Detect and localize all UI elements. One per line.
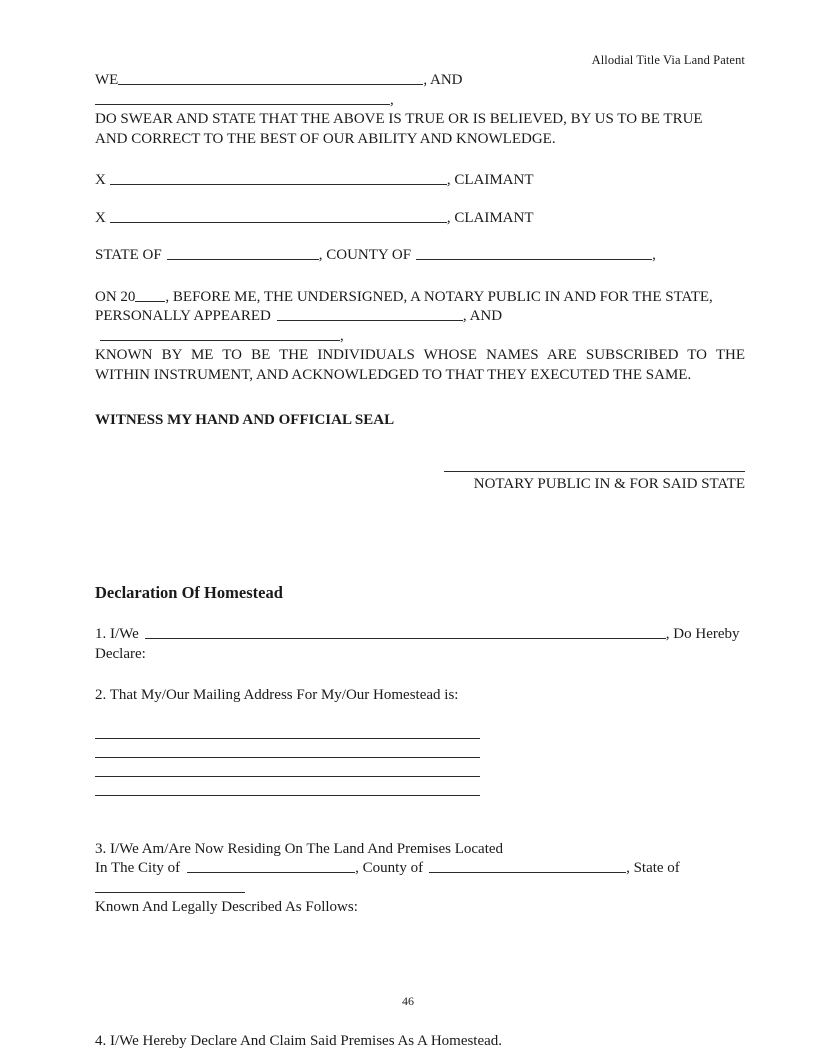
personally-appeared-label: PERSONALLY APPEARED [95, 308, 271, 324]
running-header: Allodial Title Via Land Patent [591, 53, 745, 67]
homestead-section-title: Declaration Of Homestead [95, 583, 283, 602]
city-label: In The City of [95, 860, 181, 876]
declarant-name-blank[interactable] [145, 625, 666, 639]
state-county-line [95, 246, 745, 266]
homestead-item-3-state-blank-row [95, 879, 745, 899]
notary-year-blank[interactable] [135, 290, 165, 302]
item-1-prefix: 1. I/We [95, 626, 139, 642]
claimant-label-1: , CLAIMANT [446, 172, 534, 188]
and-label: , AND [423, 72, 463, 88]
spacer [95, 520, 745, 546]
homestead-item-1 [95, 625, 745, 645]
spacer [95, 796, 745, 822]
homestead-item-4: 4. I/We Hereby Declare And Claim Said Premises As A Homestead. [95, 1032, 503, 1049]
claimant-signature-line-2 [95, 209, 745, 229]
item-1-suffix: , Do Hereby [665, 626, 740, 642]
page-number: 46 [402, 994, 414, 1008]
spacer [95, 431, 745, 457]
witness-seal-heading: WITNESS MY HAND AND OFFICIAL SEAL [95, 412, 395, 428]
page-content [95, 52, 745, 1051]
notary-known-line-1: KNOWN BY ME TO BE THE INDIVIDUALS WHOSE NAMES ARE SUBSCRIBED TO THE [95, 347, 745, 363]
spacer [95, 822, 745, 840]
claimant-two-name-blank[interactable] [95, 91, 390, 105]
homestead-item-3-line-1: 3. I/We Am/Are Now Residing On The Land And Premises Located [95, 840, 504, 857]
notary-signature-caption: NOTARY PUBLIC IN & FOR SAID STATE [473, 475, 745, 492]
mailing-address-line[interactable] [95, 757, 480, 758]
signature-mark: X [95, 172, 106, 188]
we-line-trailing-comma: , [390, 91, 394, 108]
spacer [95, 494, 745, 520]
we-label: WE [95, 72, 119, 88]
city-blank[interactable] [187, 859, 355, 873]
spacer [95, 970, 745, 996]
affidavit-we-line [95, 71, 745, 110]
notary-known-line-2: WITHIN INSTRUMENT, AND ACKNOWLEDGED TO THAT THEY EXECUTED THE SAME. [95, 366, 692, 383]
spacer [95, 664, 745, 686]
state-blank[interactable] [167, 246, 319, 260]
homestead-item-3-legal-description-label: Known And Legally Described As Follows: [95, 899, 358, 915]
spacer [95, 706, 745, 732]
notary-signature-block [444, 471, 745, 495]
claimant-one-name-blank[interactable] [118, 71, 423, 85]
state-of-label: STATE OF [95, 247, 162, 263]
spacer [95, 918, 745, 944]
spacer [95, 228, 745, 246]
county-blank[interactable] [416, 246, 652, 260]
homestead-item-1-continued: Declare: [95, 645, 146, 662]
notary-date-line [95, 288, 745, 308]
appeared-person-blank-1[interactable] [277, 307, 463, 321]
spacer [95, 572, 745, 582]
notary-on-suffix: , BEFORE ME, THE UNDERSIGNED, A NOTARY PUBLIC IN AND FOR THE STATE, [165, 288, 713, 305]
county-of-label: , COUNTY OF [318, 247, 412, 263]
homestead-item-2: 2. That My/Our Mailing Address For My/Our Homestead is: [95, 687, 459, 703]
state-label: , State of [626, 860, 680, 876]
spacer [95, 1022, 745, 1032]
notary-and-label: , AND [462, 308, 503, 324]
affidavit-oath-line-2: AND CORRECT TO THE BEST OF OUR ABILITY AND KNOWLEDGE. [95, 130, 556, 147]
spacer [95, 149, 745, 171]
spacer [95, 546, 745, 572]
homestead-item-3-location-line [95, 859, 745, 879]
spacer [95, 266, 745, 288]
spacer [95, 603, 745, 625]
claimant-signature-blank-1[interactable] [110, 171, 447, 185]
spacer [95, 457, 745, 471]
mailing-address-line[interactable] [95, 738, 480, 739]
affidavit-oath-line-1: DO SWEAR AND STATE THAT THE ABOVE IS TRUE OR IS BELIEVED, BY US TO BE TRUE [95, 111, 703, 127]
notary-appeared-line [95, 307, 745, 346]
spacer [95, 385, 745, 411]
county-blank-2[interactable] [429, 859, 626, 873]
mailing-address-line[interactable] [95, 776, 480, 777]
mailing-address-blank-lines [95, 738, 480, 796]
notary-appeared-trailing-comma: , [340, 327, 344, 344]
notary-on-prefix: ON 20 [95, 288, 136, 305]
signature-mark: X [95, 209, 106, 226]
state-blank-2[interactable] [95, 879, 245, 893]
county-label: , County of [355, 860, 424, 876]
appeared-person-blank-2[interactable] [100, 327, 340, 341]
spacer [95, 191, 745, 209]
claimant-signature-blank-2[interactable] [110, 209, 447, 223]
claimant-label-2: , CLAIMANT [446, 209, 534, 226]
claimant-signature-line-1 [95, 171, 745, 191]
spacer [95, 944, 745, 970]
state-county-trailing-comma: , [652, 247, 656, 263]
